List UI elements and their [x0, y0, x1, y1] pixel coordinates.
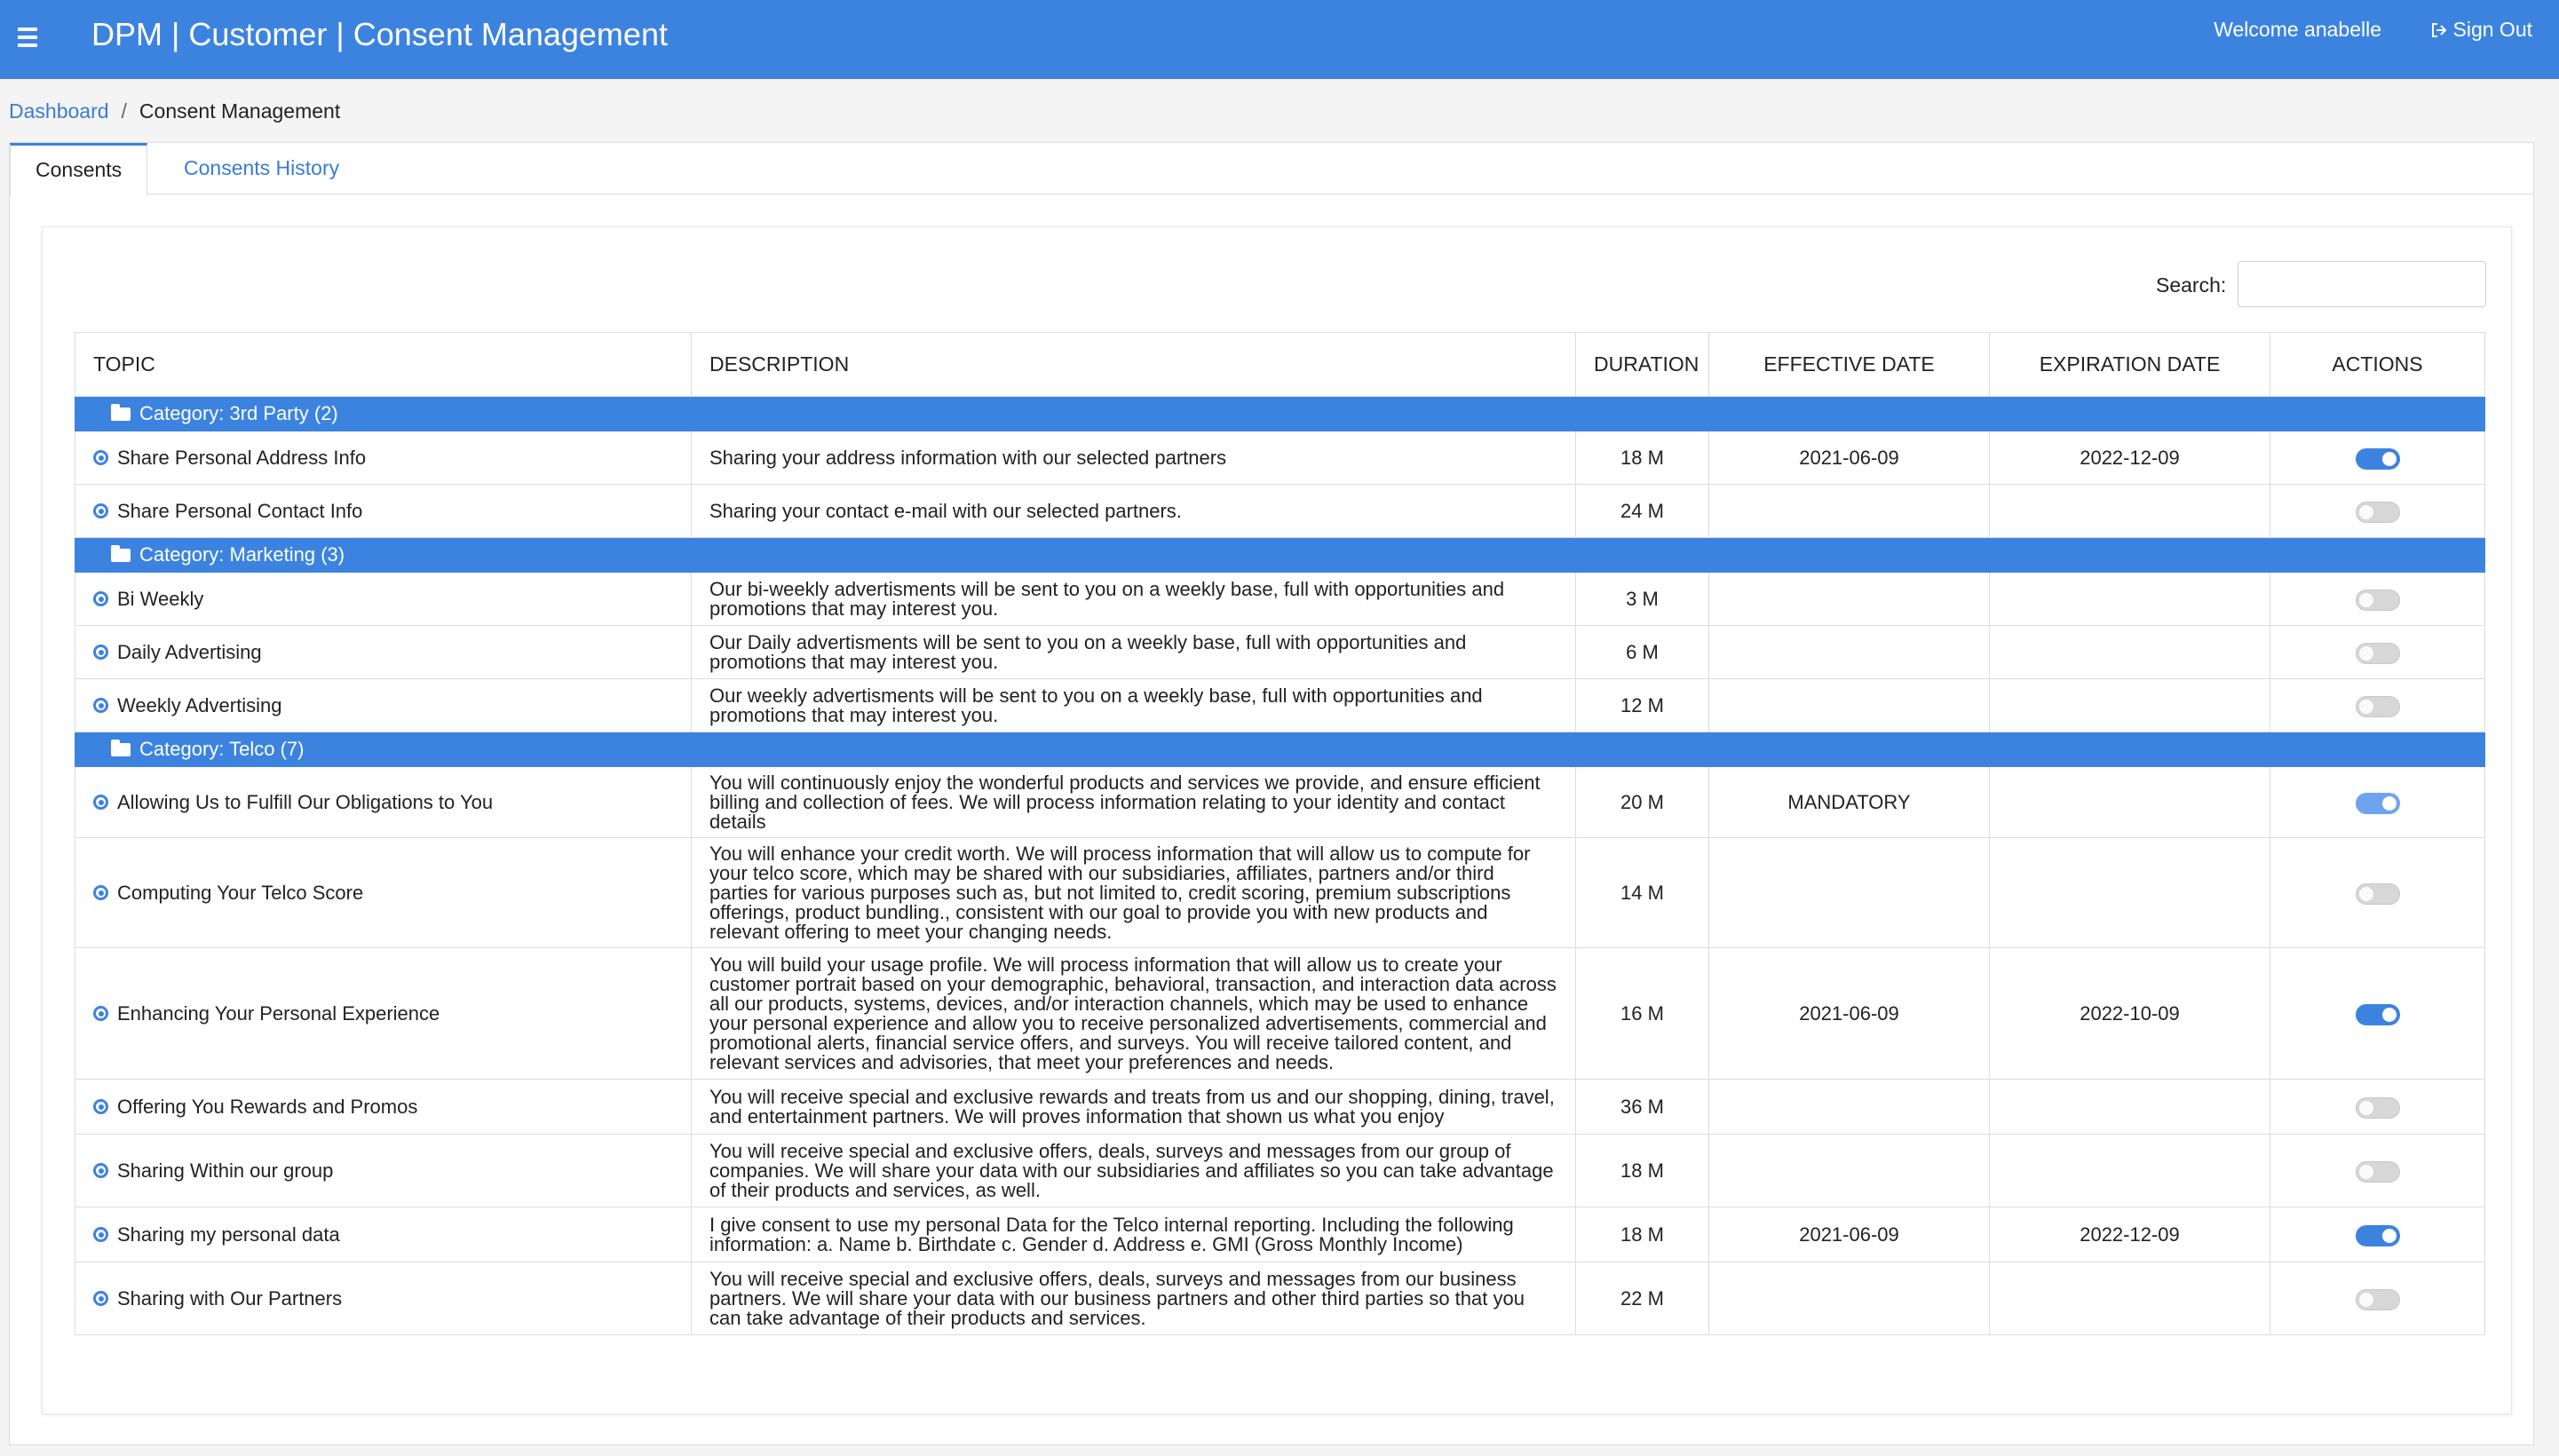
effective-date-cell [1709, 485, 1990, 538]
duration-cell: 20 M [1576, 767, 1709, 838]
topic-label: Computing Your Telco Score [117, 881, 364, 904]
actions-cell [2270, 1262, 2485, 1335]
target-icon [93, 1291, 108, 1306]
duration-cell: 16 M [1576, 948, 1709, 1080]
topic-cell [75, 626, 692, 679]
folder-icon [111, 549, 131, 562]
category-cell[interactable] [75, 397, 2485, 431]
duration-cell: 36 M [1576, 1080, 1709, 1135]
duration-cell: 3 M [1576, 573, 1709, 626]
target-icon [93, 1227, 108, 1242]
target-icon [93, 1163, 108, 1178]
actions-cell [2270, 626, 2485, 679]
topic-cell [75, 431, 692, 485]
sign-out-button[interactable] [2430, 18, 2533, 42]
expiration-date-cell: 2022-12-09 [1990, 431, 2270, 485]
topic-cell [75, 1080, 692, 1135]
topic-content [93, 1096, 673, 1119]
actions-cell [2270, 679, 2485, 732]
table-row [75, 485, 2485, 538]
topic-content [93, 588, 673, 611]
topic-label: Share Personal Contact Info [117, 499, 363, 522]
breadcrumb-separator: / [121, 99, 127, 123]
topic-content [93, 1159, 673, 1183]
column-header-duration[interactable]: DURATION [1576, 333, 1709, 397]
category-label: Category: Marketing (3) [139, 543, 345, 566]
description-cell: You will continuously enjoy the wonderful products and services we provide, and ensure efficient billing and collection of fees. We will process information relating to your identity and contact details [692, 767, 1576, 838]
category-label: Category: 3rd Party (2) [139, 402, 338, 424]
topic-content [93, 1287, 673, 1310]
actions-cell [2270, 1207, 2485, 1262]
duration-cell: 18 M [1576, 1207, 1709, 1262]
topic-content [93, 1223, 673, 1246]
topic-cell [75, 573, 692, 626]
table-row [75, 1207, 2485, 1262]
topic-content [93, 882, 673, 905]
table-row [75, 838, 2485, 948]
topic-label: Sharing my personal data [117, 1223, 340, 1246]
hamburger-icon[interactable] [18, 23, 43, 55]
description-cell: Our bi-weekly advertisments will be sent to you on a weekly base, full with opportunities and promotions that may interest you. [692, 573, 1576, 626]
topic-content [93, 694, 673, 717]
expiration-date-cell: 2022-10-09 [1990, 948, 2270, 1080]
expiration-date-cell [1990, 1080, 2270, 1135]
consent-toggle[interactable] [2356, 883, 2400, 905]
topic-content [93, 1002, 673, 1025]
topic-label: Sharing with Our Partners [117, 1286, 343, 1310]
app-title: DPM | Customer | Consent Management [91, 16, 668, 52]
target-icon [93, 795, 108, 810]
topic-cell [75, 767, 692, 838]
duration-cell: 24 M [1576, 485, 1709, 538]
breadcrumb [9, 99, 340, 123]
column-header-actions: ACTIONS [2270, 333, 2485, 397]
table-row [75, 1262, 2485, 1335]
table-row [75, 1080, 2485, 1135]
effective-date-cell [1709, 1262, 1990, 1335]
topic-content [93, 791, 673, 814]
consent-toggle[interactable] [2356, 590, 2400, 611]
expiration-date-cell: 2022-12-09 [1990, 1207, 2270, 1262]
duration-cell: 12 M [1576, 679, 1709, 732]
folder-icon [111, 743, 131, 756]
description-cell: You will receive special and exclusive rewards and treats from us and our shopping, dining, travel, and entertainment partners. We will proves information that shown us what you enjoy [692, 1080, 1576, 1135]
top-bar [0, 0, 2559, 79]
description-cell: You will enhance your credit worth. We will process information that will allow us to compute for your telco score, which may be shared with our subsidiaries, affiliates, partners and/or third parties for various purposes such as, but not limited to, credit scoring, premium subscriptions offerings, product bundling., consistent with our goal to provide you with new products and relevant offering to meet your changing needs. [692, 838, 1576, 948]
category-row[interactable] [75, 538, 2485, 573]
effective-date-cell [1709, 573, 1990, 626]
topic-cell [75, 1262, 692, 1335]
topic-cell [75, 1135, 692, 1207]
category-row[interactable] [75, 732, 2485, 767]
topic-cell [75, 838, 692, 948]
description-cell: Sharing your contact e-mail with our selected partners. [692, 485, 1576, 538]
target-icon [93, 885, 108, 900]
topic-label: Allowing Us to Fulfill Our Obligations to You [117, 790, 494, 813]
category-label: Category: Telco (7) [139, 738, 305, 760]
expiration-date-cell [1990, 838, 2270, 948]
category-row[interactable] [75, 397, 2485, 431]
welcome-text: Welcome anabelle [2214, 18, 2381, 41]
consent-toggle[interactable] [2356, 793, 2400, 814]
actions-cell [2270, 948, 2485, 1080]
table-row [75, 948, 2485, 1080]
consents-card [42, 226, 2512, 1414]
category-cell[interactable] [75, 538, 2485, 573]
expiration-date-cell [1990, 1262, 2270, 1335]
description-cell: You will receive special and exclusive offers, deals, surveys and messages from our business partners. We will share your data with our business partners and other third parties so that you can take advantage of their products and services. [692, 1262, 1576, 1335]
actions-cell [2270, 838, 2485, 948]
column-header-description[interactable]: DESCRIPTION [692, 333, 1576, 397]
table-row [75, 431, 2485, 485]
breadcrumb-current: Consent Management [139, 99, 341, 123]
target-icon [93, 1006, 108, 1021]
expiration-date-cell [1990, 767, 2270, 838]
tab-container [9, 142, 2534, 1445]
target-icon [93, 645, 108, 660]
duration-cell: 18 M [1576, 1135, 1709, 1207]
actions-cell [2270, 431, 2485, 485]
effective-date-cell: 2021-06-09 [1709, 948, 1990, 1080]
search-label: Search: [2156, 273, 2227, 297]
target-icon [93, 591, 108, 606]
expiration-date-cell [1990, 573, 2270, 626]
effective-date-cell [1709, 626, 1990, 679]
consent-toggle[interactable] [2356, 696, 2400, 717]
effective-date-cell [1709, 1135, 1990, 1207]
description-cell: You will build your usage profile. We will process information that will allow us to create your customer portrait based on your demographic, behavioral, transaction, and interaction data across all our products, systems, devices, and/or interaction channels, which may be used to enhance your personal experience and allow you to receive personalized advertisements, commercial and promotional alerts, financial service offers, and surveys. You will receive tailored content, and relevant services and advisories, that meet your preferences and needs. [692, 948, 1576, 1080]
effective-date-cell: 2021-06-09 [1709, 431, 1990, 485]
effective-date-cell: 2021-06-09 [1709, 1207, 1990, 1262]
target-icon [93, 503, 108, 518]
consent-toggle[interactable] [2356, 1289, 2400, 1310]
topic-label: Bi Weekly [117, 587, 204, 610]
expiration-date-cell [1990, 626, 2270, 679]
effective-date-cell: MANDATORY [1709, 767, 1990, 838]
topic-content [93, 500, 673, 523]
actions-cell [2270, 485, 2485, 538]
tab-bar [10, 143, 2533, 194]
expiration-date-cell [1990, 485, 2270, 538]
sign-out-icon [2430, 21, 2450, 39]
topic-cell [75, 948, 692, 1080]
consent-toggle[interactable] [2356, 448, 2400, 470]
topic-label: Sharing Within our group [117, 1159, 334, 1182]
target-icon [93, 450, 108, 465]
column-header-topic[interactable]: TOPIC [75, 333, 692, 397]
topic-label: Offering You Rewards and Promos [117, 1095, 418, 1118]
consent-toggle[interactable] [2356, 1004, 2400, 1025]
table-row [75, 573, 2485, 626]
sign-out-label: Sign Out [2452, 18, 2532, 41]
description-cell: Sharing your address information with our selected partners [692, 431, 1576, 485]
target-icon [93, 1099, 108, 1114]
effective-date-cell [1709, 838, 1990, 948]
duration-cell: 22 M [1576, 1262, 1709, 1335]
expiration-date-cell [1990, 679, 2270, 732]
column-header-expiration-date[interactable]: EXPIRATION DATE [1990, 333, 2270, 397]
table-row [75, 679, 2485, 732]
expiration-date-cell [1990, 1135, 2270, 1207]
duration-cell: 14 M [1576, 838, 1709, 948]
tab-consents-history[interactable]: Consents History [184, 156, 340, 179]
description-cell: Our Daily advertisments will be sent to you on a weekly base, full with opportunities and promotions that may interest you. [692, 626, 1576, 679]
breadcrumb-dashboard-link[interactable]: Dashboard [9, 99, 109, 123]
topic-cell [75, 1207, 692, 1262]
topic-label: Enhancing Your Personal Experience [117, 1001, 440, 1025]
folder-icon [111, 408, 131, 421]
consents-table [75, 332, 2485, 1335]
duration-cell: 18 M [1576, 431, 1709, 485]
consent-toggle[interactable] [2356, 1225, 2400, 1246]
topic-cell [75, 485, 692, 538]
topic-label: Daily Advertising [117, 640, 262, 663]
actions-cell [2270, 1080, 2485, 1135]
description-cell: Our weekly advertisments will be sent to you on a weekly base, full with opportunities and promotions that may interest you. [692, 679, 1576, 732]
consent-toggle[interactable] [2356, 502, 2400, 523]
target-icon [93, 698, 108, 713]
topic-content [93, 641, 673, 664]
duration-cell: 6 M [1576, 626, 1709, 679]
topic-cell [75, 679, 692, 732]
table-row [75, 767, 2485, 838]
actions-cell [2270, 1135, 2485, 1207]
consent-toggle[interactable] [2356, 1097, 2400, 1119]
description-cell: I give consent to use my personal Data for the Telco internal reporting. Including the following information: a. Name b. Birthdate c. Gender d. Address e. GMI (Gross Monthly Income) [692, 1207, 1576, 1262]
search-input[interactable] [2238, 261, 2486, 307]
actions-cell [2270, 573, 2485, 626]
consent-toggle[interactable] [2356, 643, 2400, 664]
effective-date-cell [1709, 1080, 1990, 1135]
consent-toggle[interactable] [2356, 1161, 2400, 1183]
topic-label: Weekly Advertising [117, 693, 282, 716]
actions-cell [2270, 767, 2485, 838]
topic-content [93, 447, 673, 470]
table-header-row [75, 333, 2485, 397]
table-row [75, 1135, 2485, 1207]
column-header-effective-date[interactable]: EFFECTIVE DATE [1709, 333, 1990, 397]
description-cell: You will receive special and exclusive offers, deals, surveys and messages from our group of companies. We will share your data with our subsidiaries and affiliates so you can take advantage of their products and services, as well. [692, 1135, 1576, 1207]
effective-date-cell [1709, 679, 1990, 732]
tab-consents[interactable]: Consents [10, 143, 147, 196]
category-cell[interactable] [75, 732, 2485, 767]
topic-label: Share Personal Address Info [117, 446, 367, 469]
table-row [75, 626, 2485, 679]
